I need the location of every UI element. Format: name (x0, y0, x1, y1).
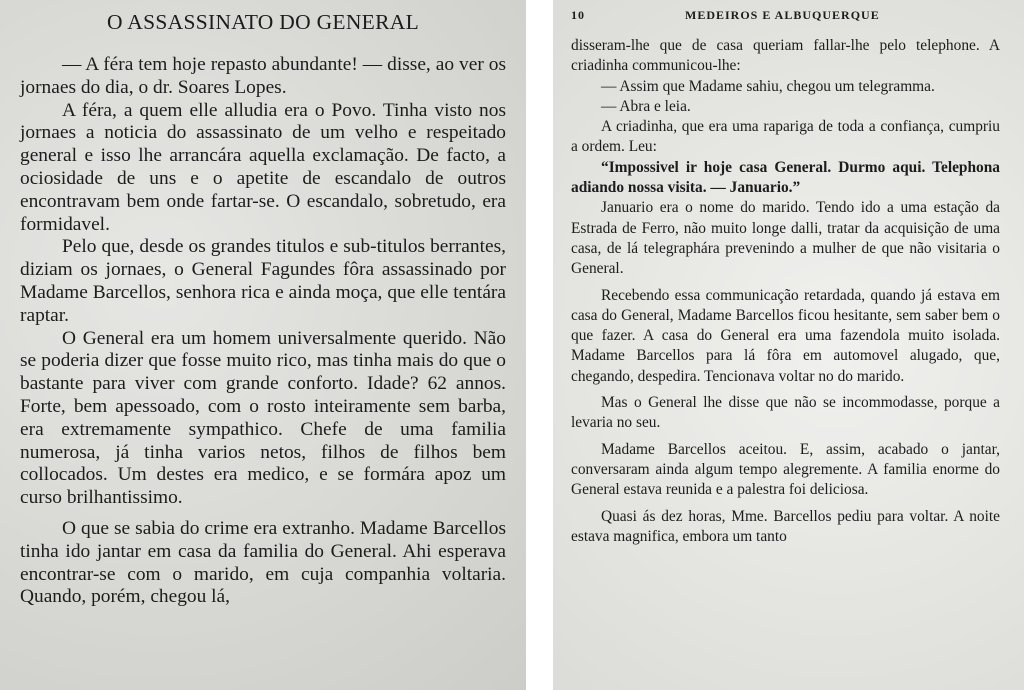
page-gutter (526, 0, 553, 690)
paragraph: O que se sabia do crime era extranho. Madame Barcellos tinha ido jantar em casa da familia do General. Ahi esperava encontrar-se com o marido, em cuja companhia voltaria. Quando, porém, chegou lá, (20, 517, 506, 608)
running-header-title: MEDEIROS E ALBUQUERQUE (685, 8, 880, 22)
paragraph: A criadinha, que era uma rapariga de toda a confiança, cumpriu a ordem. Leu: (571, 118, 1000, 156)
paragraph: — Assim que Madame sahiu, chegou um telegramma. (601, 77, 935, 95)
paragraph: Mas o General lhe disse que não se incommodasse, porque a levaria no seu. (571, 394, 1000, 432)
paragraph: O General era um homem universalmente querido. Não se poderia dizer que fosse muito rico, mas tinha mais do que o bastante para viver com grande conforto. Idade? 62 annos. Forte, bem apessoado, com o rosto inteiramente sem barba, era extremamente sympathico. Chefe de uma familia numerosa, já tinha varios netos, filhos de filhos bem collocados. Um destes era medico, e se formára apoz um curso brilhantissimo. (20, 327, 506, 509)
paragraph: disseram-lhe que de casa queriam fallar-lhe pelo telephone. A criadinha communicou-lhe: (571, 37, 1000, 75)
right-page (553, 0, 1024, 690)
paragraph: Januario era o nome do marido. Tendo ido a uma estação da Estrada de Ferro, não muito longe dalli, tratar da acquisição de uma casa, de lá telegraphára prevenindo a mulher de que não visitaria o General. (571, 199, 1000, 278)
running-header (571, 8, 1000, 28)
chapter-title: O ASSASSINATO DO GENERAL (106, 10, 420, 34)
paragraph: Pelo que, desde os grandes titulos e sub-titulos berrantes, diziam os jornaes, o General Fagundes fôra assassinado por Madame Barcellos, senhora rica e ainda moça, que elle tentára raptar. (20, 236, 506, 326)
right-page-body (571, 36, 1000, 547)
paragraph: A féra, a quem elle alludia era o Povo. Tinha visto nos jornaes a noticia do assassinato de um velho e respeitado general e isso lhe arrancára aquella exclamação. De facto, a ociosidade de uns e o apetite de escandalo de outros encontravam bem onde fartar-se. O escandalo, sobretudo, era formidavel. (20, 99, 506, 235)
paragraph: — A féra tem hoje repasto abundante! — disse, ao ver os jornaes do dia, o dr. Soares Lopes. (20, 54, 506, 98)
paragraph: — Abra e leia. (601, 97, 691, 115)
page-number: 10 (571, 8, 585, 22)
paragraph: Recebendo essa communicação retardada, quando já estava em casa do General, Madame Barcellos ficou hesitante, sem saber bem o que fazer. A casa do General era uma fazendola muito isolada. Madame Barcellos para lá fôra em automovel alugado, que, chegando, despedira. Tencionava voltar no do marido. (571, 286, 1000, 385)
paragraph: Madame Barcellos aceitou. E, assim, acabado o jantar, conversaram ainda algum tempo alegremente. A familia enorme do General estava reunida e a palestra foi deliciosa. (571, 440, 1000, 499)
left-page-body (20, 54, 506, 609)
paragraph: Quasi ás dez horas, Mme. Barcellos pediu para voltar. A noite estava magnifica, embora um tanto (571, 507, 1000, 545)
telegram-text: “Impossivel ir hoje casa General. Durmo aqui. Telephona adiando nossa visita. — Januario.” (571, 158, 1000, 197)
